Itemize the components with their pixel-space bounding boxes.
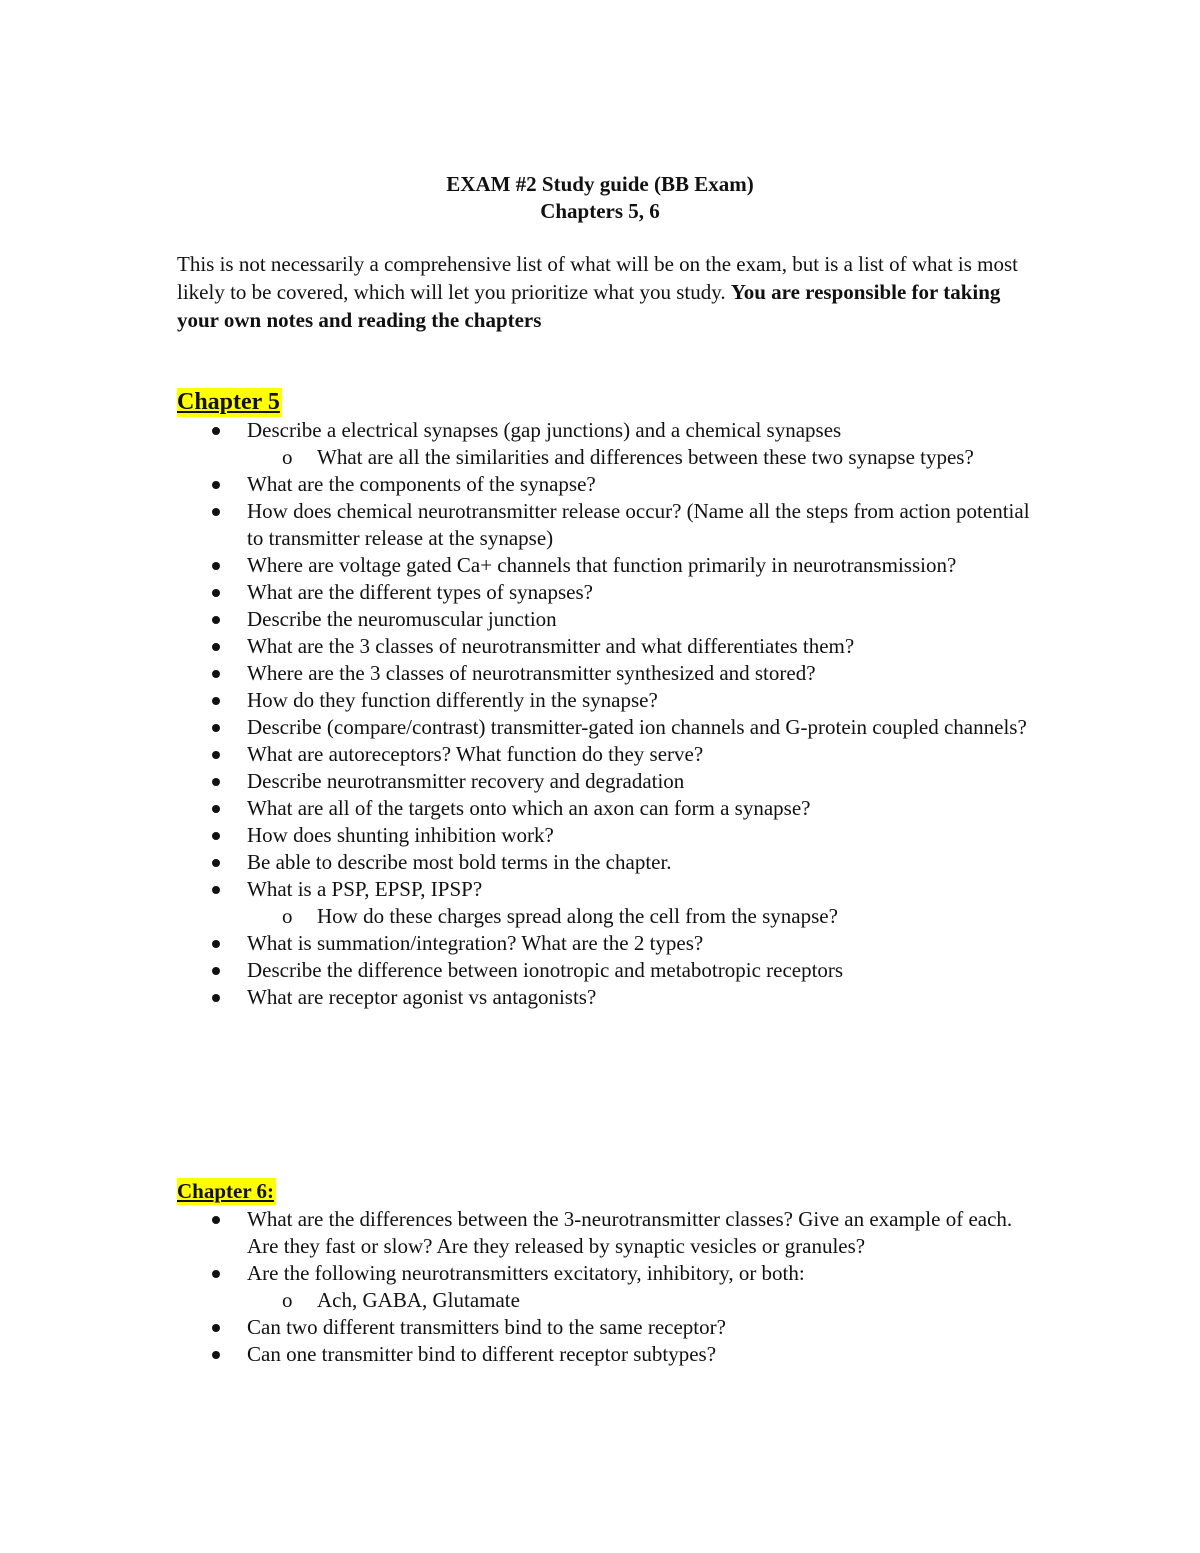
bullet-icon	[212, 805, 220, 813]
bullet-icon	[212, 670, 220, 678]
sub-list-item	[0, 903, 1007, 930]
list-item-text: What are autoreceptors? What function do they serve?	[247, 742, 704, 766]
list-item	[0, 579, 1037, 606]
list-item	[0, 876, 1037, 903]
list-item	[0, 471, 1037, 498]
list-item	[0, 1260, 1037, 1287]
list-item-text: What are the components of the synapse?	[247, 472, 596, 496]
list-item-text: Describe neurotransmitter recovery and degradation	[247, 769, 685, 793]
chapter-6-heading: Chapter 6:	[177, 1179, 275, 1203]
list-item	[0, 660, 1037, 687]
list-item	[0, 417, 1037, 444]
list-item-text: What are the differences between the 3-neurotransmitter classes? Give an example of each. Are they fast or slow? Are they released by synaptic vesicles or granules?	[247, 1207, 1013, 1258]
list-item-text: How does chemical neurotransmitter release occur? (Name all the steps from action potential to transmitter release at the synapse)	[247, 499, 1030, 550]
list-item	[0, 930, 1037, 957]
list-item	[0, 741, 1037, 768]
list-item-text: Describe (compare/contrast) transmitter-gated ion channels and G-protein coupled channels?	[247, 715, 1027, 739]
bullet-icon	[212, 616, 220, 624]
list-item	[0, 849, 1037, 876]
list-item-text: What are the different types of synapses?	[247, 580, 593, 604]
bullet-icon	[212, 1216, 220, 1224]
bullet-icon	[212, 832, 220, 840]
list-item	[0, 633, 1037, 660]
bullet-icon	[212, 697, 220, 705]
list-item-text: What are receptor agonist vs antagonists?	[247, 985, 597, 1009]
chapter-5-list	[0, 417, 1037, 1011]
list-item-text: Describe a electrical synapses (gap junctions) and a chemical synapses	[247, 418, 842, 442]
chapter-6-list	[0, 1206, 1037, 1368]
list-item	[0, 768, 1037, 795]
list-item-text: Where are voltage gated Ca+ channels that function primarily in neurotransmission?	[247, 553, 957, 577]
list-item	[0, 1314, 1037, 1341]
intro-bold-text: You are responsible for taking your own notes and reading the chapters	[177, 280, 1001, 332]
bullet-icon	[212, 886, 220, 894]
list-item-text: What are all of the targets onto which an axon can form a synapse?	[247, 796, 811, 820]
list-item	[0, 1206, 1037, 1260]
list-item	[0, 552, 1037, 579]
list-item-text: Describe the neuromuscular junction	[247, 607, 557, 631]
sub-list-item-text: How do these charges spread along the cell from the synapse?	[317, 904, 838, 928]
bullet-icon	[212, 562, 220, 570]
list-item	[0, 957, 1037, 984]
document-title: EXAM #2 Study guide (BB Exam)	[446, 172, 754, 196]
sub-list-item-text: Ach, GABA, Glutamate	[317, 1288, 520, 1312]
list-item	[0, 984, 1037, 1011]
list-item-text: Describe the difference between ionotropic and metabotropic receptors	[247, 958, 844, 982]
list-item-text: Are the following neurotransmitters excitatory, inhibitory, or both:	[247, 1261, 805, 1285]
bullet-icon	[212, 508, 220, 516]
bullet-icon	[212, 751, 220, 759]
bullet-icon	[212, 940, 220, 948]
list-item-text: Where are the 3 classes of neurotransmitter synthesized and stored?	[247, 661, 816, 685]
bullet-icon	[212, 481, 220, 489]
list-item-text: How does shunting inhibition work?	[247, 823, 554, 847]
list-item	[0, 687, 1037, 714]
list-item-text: What are the 3 classes of neurotransmitter and what differentiates them?	[247, 634, 855, 658]
list-item-text: Be able to describe most bold terms in the chapter.	[247, 850, 672, 874]
list-item	[0, 822, 1037, 849]
sub-list-item-text: What are all the similarities and differences between these two synapse types?	[317, 445, 974, 469]
sub-bullet-icon: o	[282, 445, 293, 469]
list-item-text: Can two different transmitters bind to the same receptor?	[247, 1315, 726, 1339]
list-item	[0, 498, 1037, 552]
bullet-icon	[212, 859, 220, 867]
list-item-text: What is a PSP, EPSP, IPSP?	[247, 877, 483, 901]
bullet-icon	[212, 778, 220, 786]
list-item-text: How do they function differently in the synapse?	[247, 688, 658, 712]
list-item-text: What is summation/integration? What are the 2 types?	[247, 931, 704, 955]
bullet-icon	[212, 1324, 220, 1332]
bullet-icon	[212, 1351, 220, 1359]
list-item	[0, 606, 1037, 633]
bullet-icon	[212, 643, 220, 651]
bullet-icon	[212, 967, 220, 975]
list-item-text: Can one transmitter bind to different receptor subtypes?	[247, 1342, 717, 1366]
bullet-icon	[212, 724, 220, 732]
list-item	[0, 714, 1037, 741]
bullet-icon	[212, 589, 220, 597]
chapter-5-heading: Chapter 5	[177, 389, 280, 415]
bullet-icon	[212, 1270, 220, 1278]
bullet-icon	[212, 427, 220, 435]
intro-paragraph	[177, 250, 1037, 334]
sub-list-item	[0, 1287, 1007, 1314]
list-item	[0, 795, 1037, 822]
document-subtitle: Chapters 5, 6	[540, 199, 660, 223]
sub-bullet-icon: o	[282, 1288, 293, 1312]
sub-list-item	[0, 444, 1007, 471]
list-item	[0, 1341, 1037, 1368]
intro-text: This is not necessarily a comprehensive list of what will be on the exam, but is a list of what is most likely to be covered, which will let you prioritize what you study.	[177, 252, 1019, 304]
sub-bullet-icon: o	[282, 904, 293, 928]
bullet-icon	[212, 994, 220, 1002]
